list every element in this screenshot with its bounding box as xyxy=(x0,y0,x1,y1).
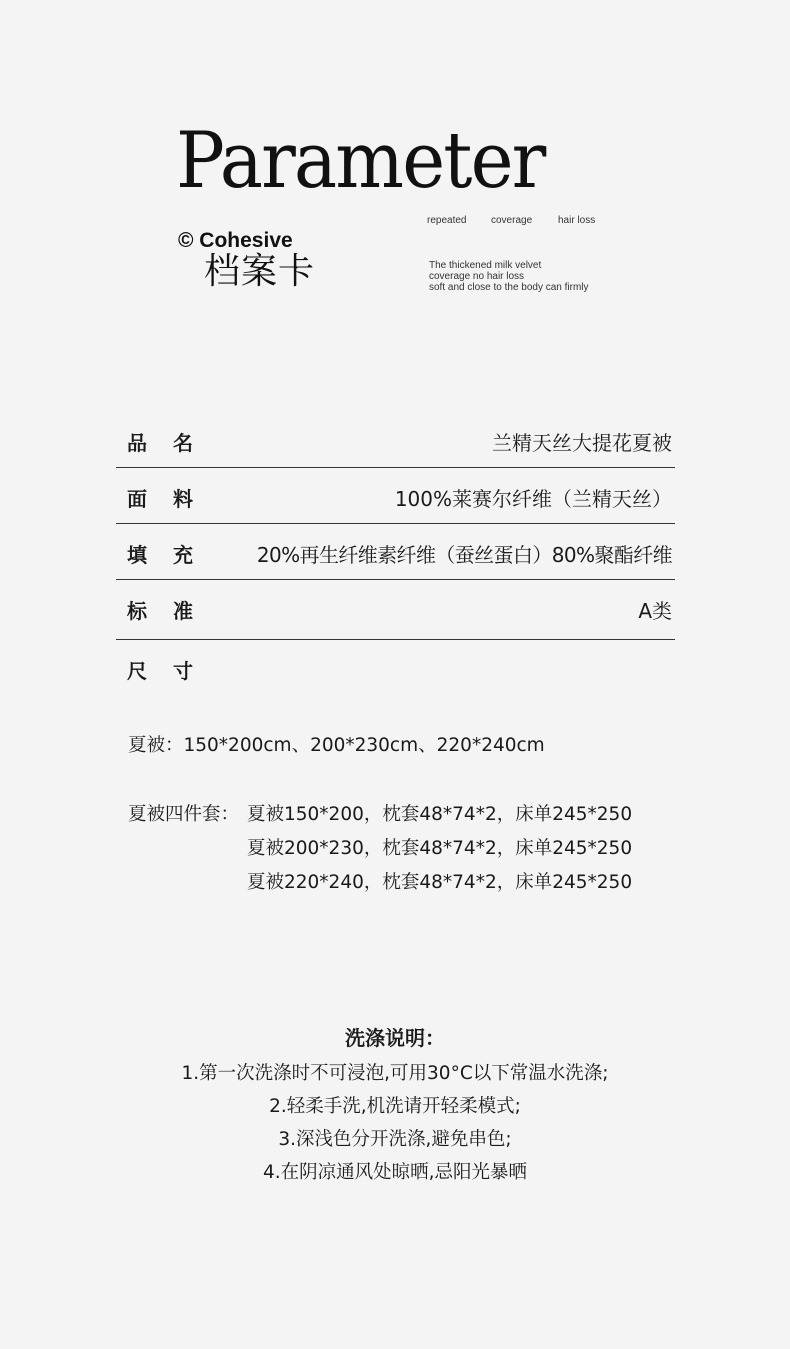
set-size-line: 夏被150*200，枕套48*74*2，床单245*250 xyxy=(247,804,633,825)
param-value: A类 xyxy=(638,599,672,623)
wash-item: 4.在阴凉通风处晾晒,忌阳光暴晒 xyxy=(262,1162,528,1183)
wash-instructions xyxy=(0,1057,790,1189)
param-label: 填充 xyxy=(127,543,219,567)
description-line: The thickened milk velvet xyxy=(429,260,542,271)
param-row-name xyxy=(116,412,675,468)
param-value: 20%再生纤维素纤维（蚕丝蛋白）80%聚酯纤维 xyxy=(256,543,672,567)
feature-tag: coverage xyxy=(491,215,533,226)
param-value: 兰精天丝大提花夏被 xyxy=(492,431,672,455)
set-size-line: 夏被200*230，枕套48*74*2，床单245*250 xyxy=(247,838,633,859)
param-row-filling xyxy=(116,524,675,580)
param-value: 100%莱赛尔纤维（兰精天丝） xyxy=(394,487,672,511)
wash-item: 3.深浅色分开洗涤,避免串色; xyxy=(278,1129,512,1150)
page-title: Parameter xyxy=(176,116,545,206)
set-sizes xyxy=(247,798,632,900)
feature-tag: repeated xyxy=(427,215,467,226)
page-subtitle: 档案卡 xyxy=(204,251,316,292)
set-label: 夏被四件套： xyxy=(128,804,240,825)
wash-item: 1.第一次洗涤时不可浸泡,可用30°C以下常温水洗涤; xyxy=(181,1063,609,1084)
param-label: 面料 xyxy=(127,487,219,511)
param-label: 品名 xyxy=(127,431,219,455)
feature-tags xyxy=(0,215,790,231)
param-row-standard xyxy=(116,580,675,640)
param-row-fabric xyxy=(116,468,675,524)
feature-tag: hair loss xyxy=(558,215,596,226)
param-label: 标准 xyxy=(127,599,219,623)
quilt-sizes: 夏被：150*200cm、200*230cm、220*240cm xyxy=(128,735,545,756)
param-row-size xyxy=(116,640,675,696)
brand-name: © Cohesive xyxy=(178,229,293,252)
wash-title: 洗涤说明： xyxy=(345,1026,445,1050)
description-line: coverage no hair loss xyxy=(429,271,525,282)
set-size-line: 夏被220*240，枕套48*74*2，床单245*250 xyxy=(247,872,633,893)
product-description xyxy=(429,260,589,293)
parameter-table xyxy=(116,412,675,696)
param-label: 尺寸 xyxy=(127,659,219,683)
description-line: soft and close to the body can firmly xyxy=(429,282,589,293)
wash-item: 2.轻柔手洗,机洗请开轻柔模式; xyxy=(269,1096,521,1117)
